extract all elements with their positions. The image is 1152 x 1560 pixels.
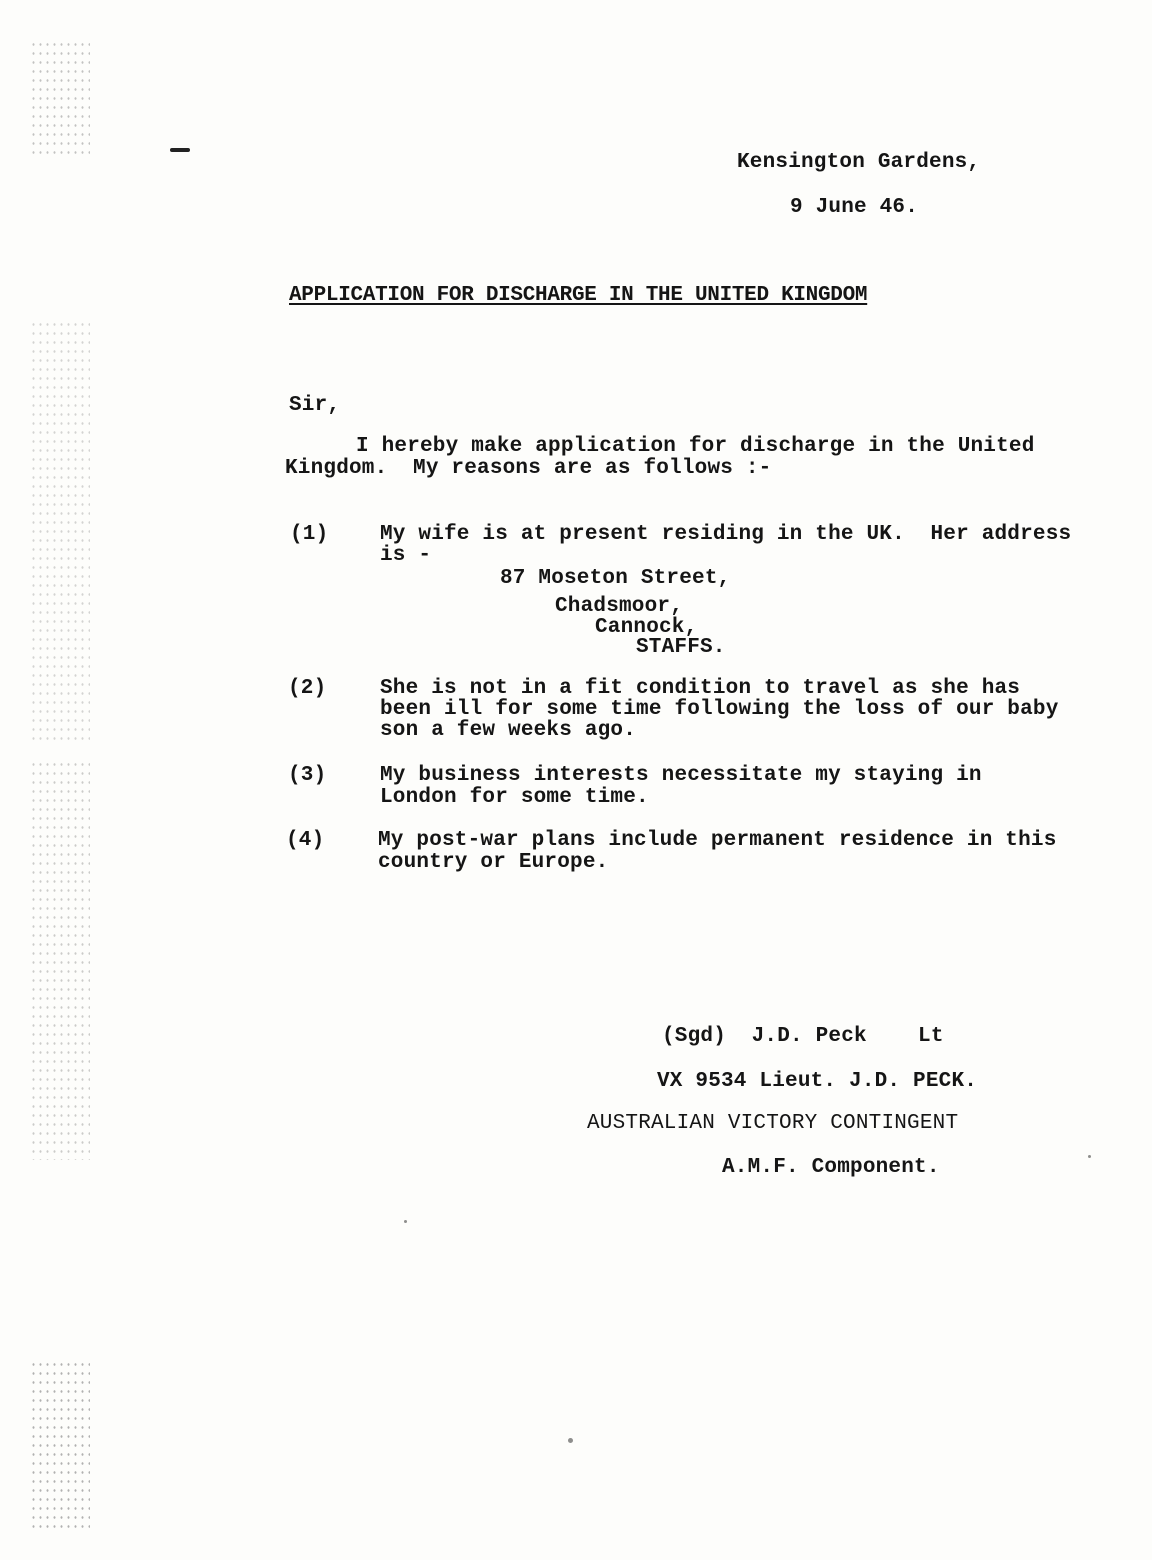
scan-noise <box>30 760 90 1160</box>
salutation: Sir, <box>289 394 341 417</box>
scan-noise <box>30 1360 90 1530</box>
scan-noise <box>30 320 90 740</box>
reason-number: (1) <box>290 523 329 546</box>
intro-line: I hereby make application for discharge in the United <box>356 435 1035 458</box>
signature-line: (Sgd) J.D. Peck Lt <box>662 1025 944 1048</box>
reason-line: country or Europe. <box>378 851 609 874</box>
reason-number: (4) <box>286 829 325 852</box>
reason-line: is - <box>380 544 432 567</box>
component-line: A.M.F. Component. <box>722 1156 940 1179</box>
reason-line: been ill for some time following the loss of our baby <box>380 698 1059 721</box>
reason-line: London for some time. <box>380 786 649 809</box>
reason-number: (2) <box>288 677 327 700</box>
address-line: Cannock, <box>595 616 698 639</box>
reason-line: My business interests necessitate my staying in <box>380 764 982 787</box>
ink-speck <box>1088 1155 1091 1158</box>
address-line: 87 Moseton Street, <box>500 567 731 590</box>
ink-mark <box>170 148 190 152</box>
scan-noise <box>30 40 90 160</box>
address-line: STAFFS. <box>636 636 726 659</box>
ink-speck <box>568 1438 573 1443</box>
address-line: Chadsmoor, <box>555 595 684 618</box>
ink-speck <box>404 1220 407 1223</box>
letter-date: 9 June 46. <box>790 196 919 219</box>
intro-line: Kingdom. My reasons are as follows :- <box>285 457 772 480</box>
reason-line: son a few weeks ago. <box>380 719 637 742</box>
letter-title: APPLICATION FOR DISCHARGE IN THE UNITED KINGDOM <box>289 284 868 307</box>
reason-line: My post-war plans include permanent residence in this <box>378 829 1057 852</box>
reason-number: (3) <box>288 764 327 787</box>
reason-line: My wife is at present residing in the UK. Her address <box>380 523 1072 546</box>
reason-line: She is not in a fit condition to travel as she has <box>380 677 1021 700</box>
unit-line: AUSTRALIAN VICTORY CONTINGENT <box>587 1112 959 1135</box>
rank-line: VX 9534 Lieut. J.D. PECK. <box>657 1070 978 1093</box>
letter-location: Kensington Gardens, <box>737 151 981 174</box>
